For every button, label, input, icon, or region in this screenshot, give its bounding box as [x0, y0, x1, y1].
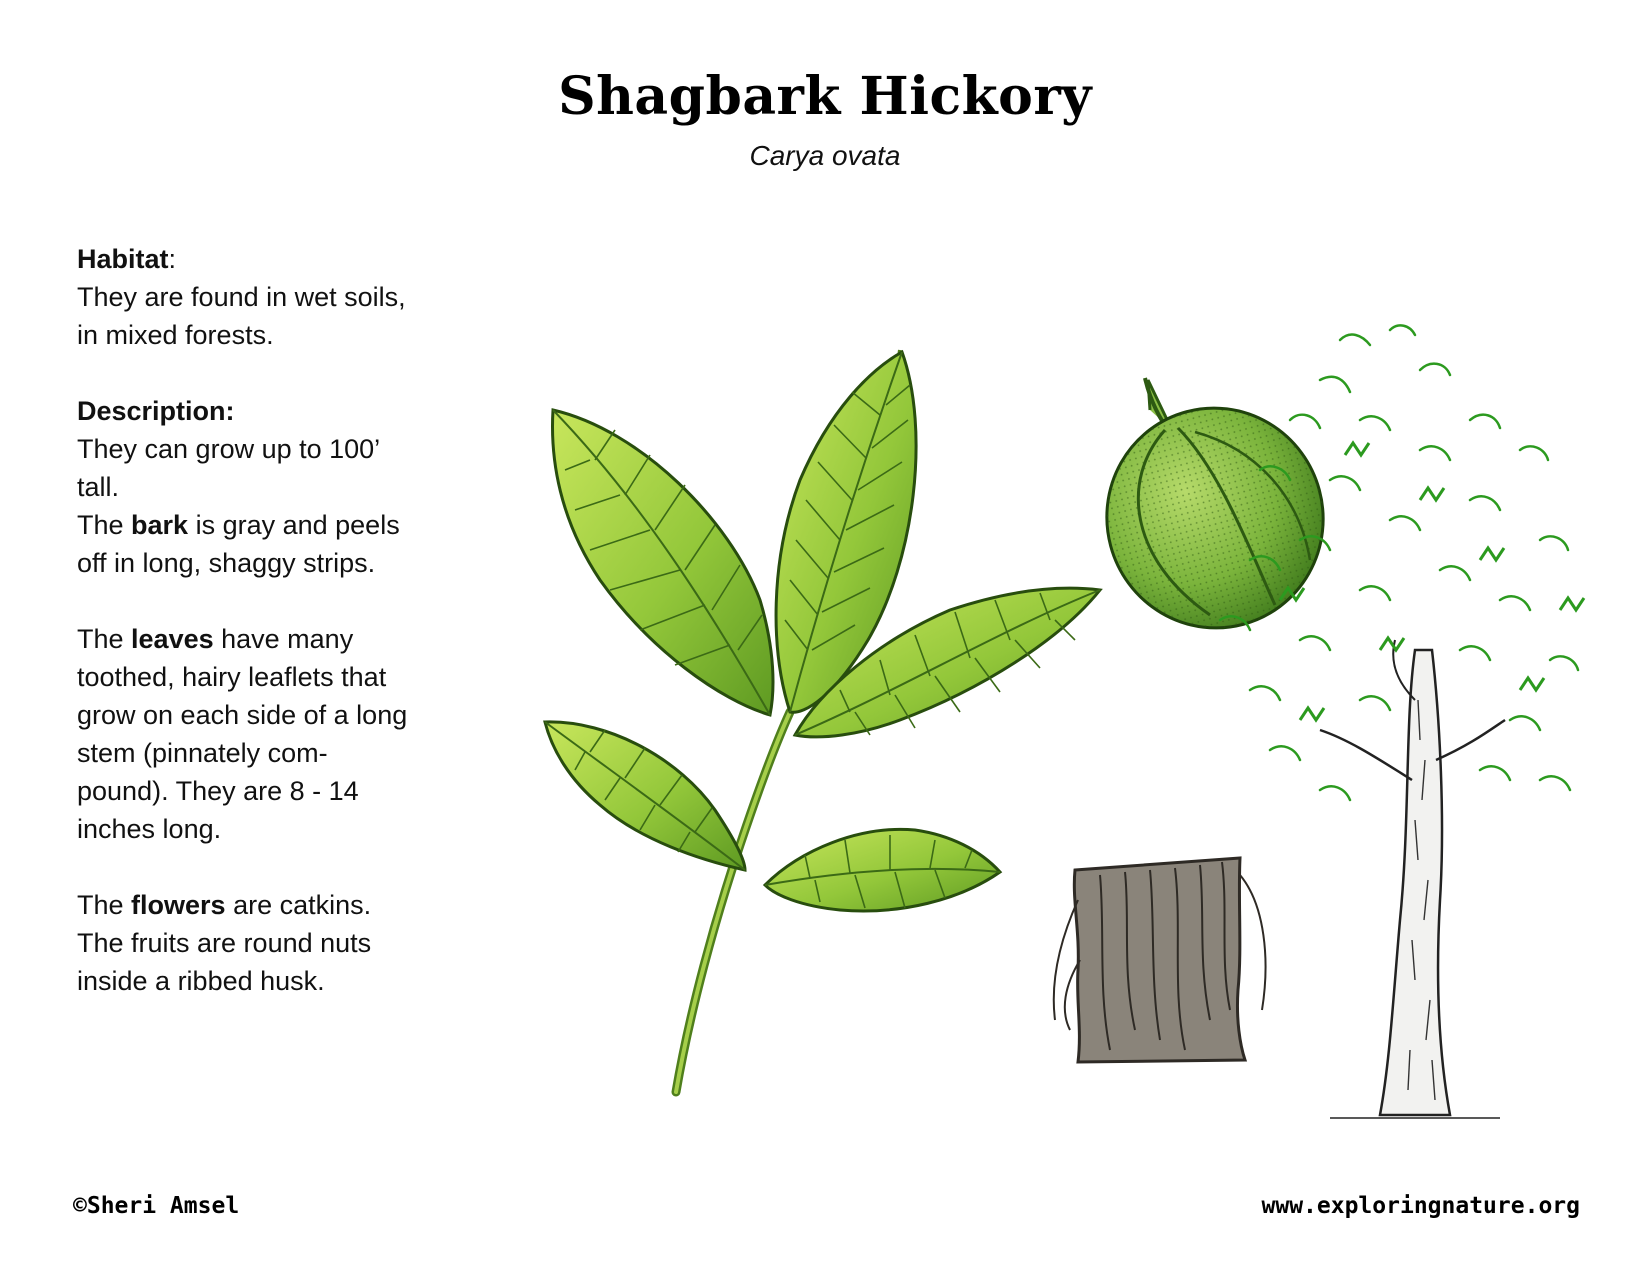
leaves-line: The leaves have many — [77, 624, 354, 654]
leaves-line: stem (pinnately com- — [77, 738, 328, 768]
bark-section — [1054, 858, 1266, 1062]
bark-line: off in long, shaggy strips. — [77, 548, 376, 578]
description-heading: Description: — [77, 396, 235, 426]
fruits-line: The fruits are round nuts — [77, 928, 372, 958]
description-line: tall. — [77, 472, 120, 502]
habitat-heading: Habitat — [77, 244, 169, 274]
leaves-keyword: leaves — [131, 624, 214, 654]
description-line: They can grow up to 100’ — [77, 434, 381, 464]
page-title: Shagbark Hickory — [558, 66, 1092, 127]
leaves-line: inches long. — [77, 814, 222, 844]
compound-leaf — [545, 350, 1100, 1092]
flowers-line: The flowers are catkins. — [77, 890, 372, 920]
website-link[interactable]: www.exploringnature.org — [1261, 1193, 1580, 1219]
habitat-heading-line: Habitat: — [77, 244, 177, 274]
bark-keyword: bark — [131, 510, 189, 540]
habitat-line: in mixed forests. — [77, 320, 274, 350]
flowers-keyword: flowers — [131, 890, 226, 920]
leaves-line: pound). They are 8 - 14 — [77, 776, 359, 806]
leaves-line: toothed, hairy leaflets that — [77, 662, 387, 692]
scientific-name: Carya ovata — [749, 140, 901, 171]
fruits-line: inside a ribbed husk. — [77, 966, 325, 996]
copyright-text: ©Sheri Amsel — [73, 1193, 240, 1219]
bark-line: The bark is gray and peels — [77, 510, 400, 540]
leaves-line: grow on each side of a long — [77, 700, 408, 730]
habitat-line: They are found in wet soils, — [77, 282, 406, 312]
hickory-nut — [1082, 378, 1348, 652]
